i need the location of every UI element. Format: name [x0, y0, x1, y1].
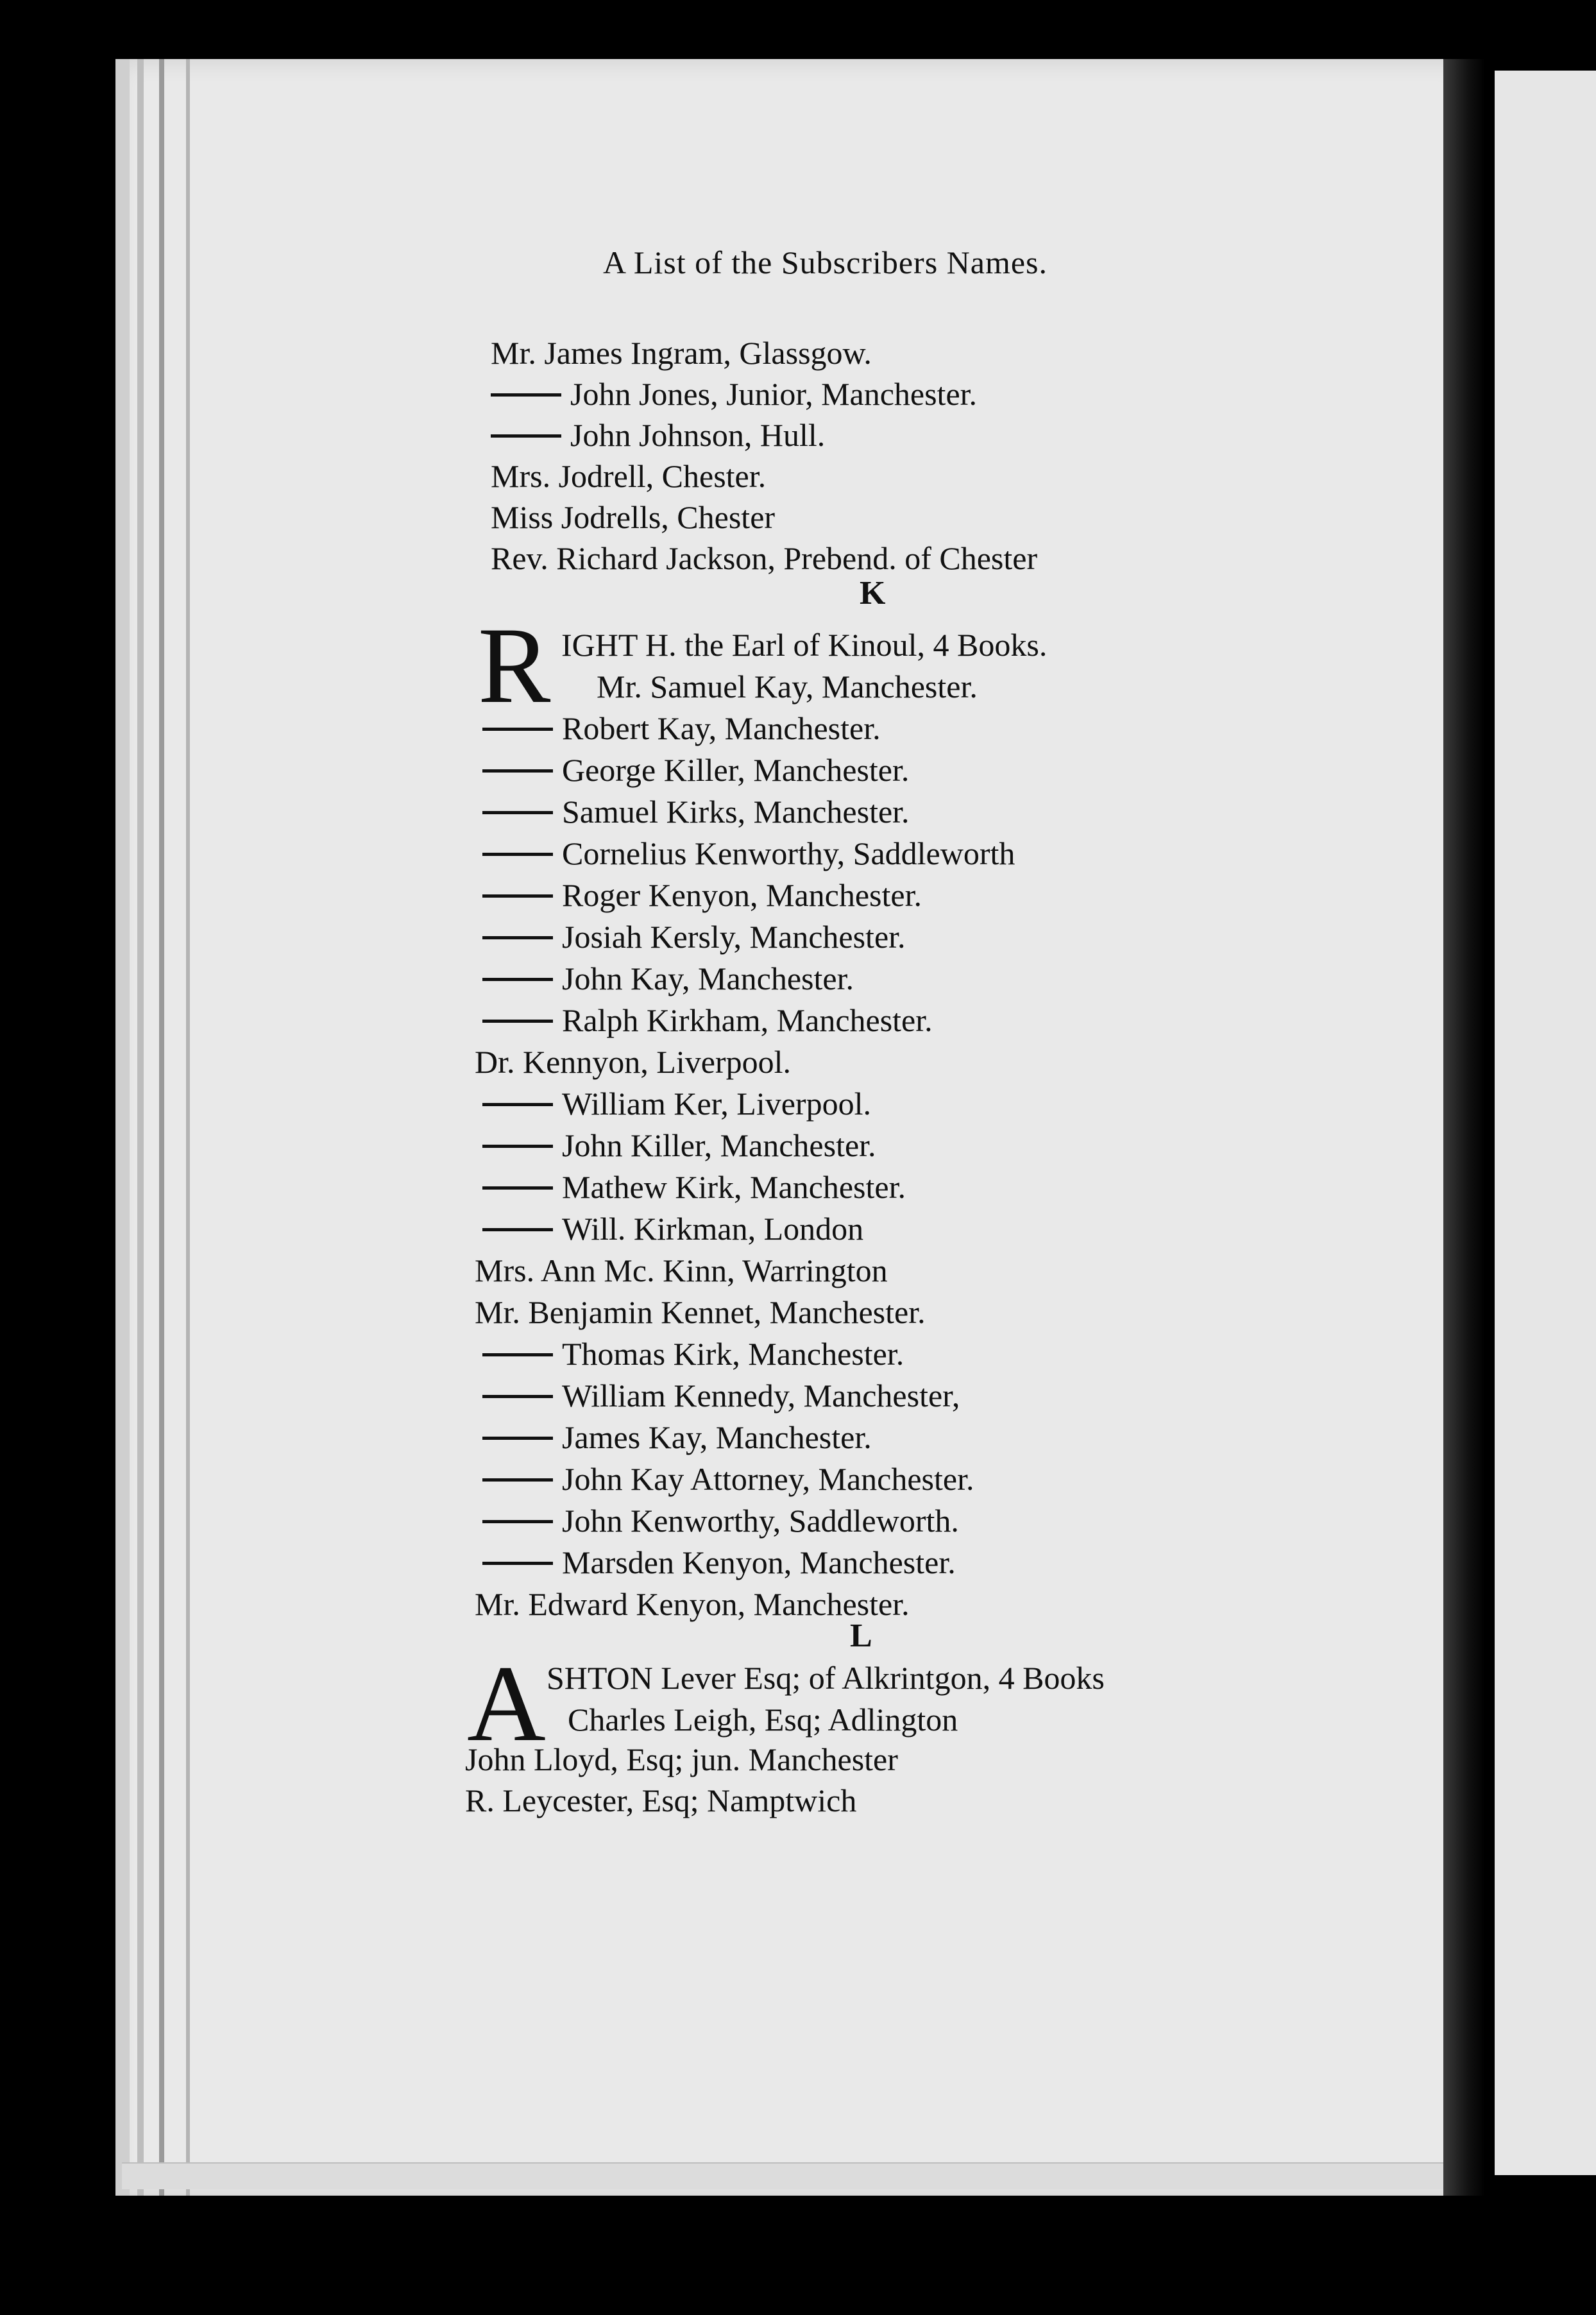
lead-line-k: IGHT H. the Earl of Kinoul, 4 Books.	[561, 627, 1048, 663]
subscriber-name: Samuel Kirks, Manchester.	[562, 794, 910, 830]
subscriber-entry	[475, 1293, 926, 1331]
subscriber-name: Mrs. Jodrell, Chester.	[491, 458, 767, 494]
ditto-dash	[482, 1478, 553, 1482]
drop-cap-a: A	[467, 1643, 546, 1764]
subscriber-entry	[482, 1168, 906, 1206]
subscriber-entry	[482, 1084, 871, 1123]
subscriber-name: Marsden Kenyon, Manchester.	[562, 1544, 956, 1580]
page-edge	[186, 59, 190, 2196]
ditto-dash	[491, 393, 561, 397]
subscriber-name: Roger Kenyon, Manchester.	[562, 877, 922, 913]
subscriber-entry	[465, 1781, 856, 1820]
subscriber-name: Will. Kirkman, London	[562, 1211, 864, 1247]
page-header: A List of the Subscribers Names.	[603, 244, 1048, 280]
ditto-dash	[482, 1520, 553, 1523]
subscriber-entry	[482, 1460, 974, 1498]
subscriber-name: R. Leycester, Esq; Namptwich	[465, 1782, 857, 1818]
ditto-dash	[482, 1562, 553, 1565]
ditto-dash	[482, 1437, 553, 1440]
subscriber-name: Robert Kay, Manchester.	[562, 710, 881, 746]
lead-line-k-2: Mr. Samuel Kay, Manchester.	[597, 669, 978, 705]
subscriber-name: John Johnson, Hull.	[570, 417, 826, 453]
ditto-dash	[482, 1228, 553, 1231]
page-bottom-edge	[122, 2162, 1450, 2189]
subscriber-name: John Jones, Junior, Manchester.	[570, 376, 978, 412]
subscriber-name: Josiah Kersly, Manchester.	[562, 919, 906, 955]
subscriber-name: Mr. James Ingram, Glassgow.	[491, 335, 872, 371]
lead-line-l: SHTON Lever Esq; of Alkrintgon, 4 Books	[547, 1660, 1105, 1696]
subscriber-entry	[482, 1126, 876, 1165]
ditto-dash	[482, 1353, 553, 1356]
subscriber-entry	[482, 918, 906, 956]
subscriber-entry	[482, 1209, 863, 1248]
subscriber-name: George Killer, Manchester.	[562, 752, 910, 788]
subscriber-entry	[482, 1001, 933, 1039]
subscriber-name: Dr. Kennyon, Liverpool.	[475, 1044, 791, 1080]
ditto-dash	[482, 894, 553, 898]
ditto-dash	[482, 811, 553, 814]
subscriber-entry	[482, 834, 1015, 873]
subscriber-name: William Kennedy, Manchester,	[562, 1378, 960, 1414]
book-gutter	[1443, 59, 1485, 2196]
ditto-dash	[482, 1103, 553, 1106]
subscriber-entry	[482, 1543, 956, 1582]
ditto-dash	[482, 769, 553, 773]
subscriber-name: Mrs. Ann Mc. Kinn, Warrington	[475, 1252, 888, 1288]
subscriber-entry	[491, 539, 1037, 577]
ditto-dash	[482, 1145, 553, 1148]
subscriber-name: John Lloyd, Esq; jun. Manchester	[465, 1741, 898, 1777]
facing-page	[1495, 71, 1596, 2175]
subscriber-name: Ralph Kirkham, Manchester.	[562, 1002, 933, 1038]
subscriber-entry	[491, 334, 872, 372]
subscriber-entry	[491, 498, 775, 536]
ditto-dash	[482, 1186, 553, 1190]
subscriber-entry	[491, 416, 825, 454]
page-edge	[137, 59, 144, 2196]
subscriber-entry	[475, 1043, 791, 1081]
subscriber-entry	[482, 876, 922, 914]
drop-cap-r: R	[478, 605, 551, 726]
subscriber-entry	[482, 1335, 904, 1373]
lead-line-l-2: Charles Leigh, Esq; Adlington	[568, 1702, 958, 1738]
subscriber-entry	[482, 1501, 959, 1540]
subscriber-entry	[482, 792, 910, 831]
subscriber-entry	[491, 457, 766, 495]
ditto-dash	[482, 1395, 553, 1398]
subscriber-name: Rev. Richard Jackson, Prebend. of Chester	[491, 540, 1038, 576]
subscriber-entry	[482, 709, 881, 747]
subscriber-name: Thomas Kirk, Manchester.	[562, 1336, 904, 1372]
subscriber-name: James Kay, Manchester.	[562, 1419, 872, 1455]
section-letter-k: K	[860, 575, 886, 611]
ditto-dash	[482, 978, 553, 981]
subscriber-name: John Kay, Manchester.	[562, 961, 854, 996]
page-edge	[159, 59, 164, 2196]
subscriber-entry	[465, 1740, 898, 1779]
subscriber-name: Mr. Edward Kenyon, Manchester.	[475, 1586, 910, 1622]
subscriber-name: John Killer, Manchester.	[562, 1127, 876, 1163]
subscriber-entry	[491, 375, 977, 413]
subscriber-name: William Ker, Liverpool.	[562, 1086, 871, 1122]
ditto-dash	[491, 434, 561, 438]
subscriber-entry	[475, 1585, 910, 1623]
page-edge	[115, 59, 130, 2196]
subscriber-entry	[482, 1418, 872, 1456]
ditto-dash	[482, 853, 553, 856]
subscriber-entry	[482, 959, 854, 998]
ditto-dash	[482, 728, 553, 731]
section-letter-l: L	[850, 1618, 872, 1654]
subscriber-name: Mathew Kirk, Manchester.	[562, 1169, 906, 1205]
ditto-dash	[482, 936, 553, 939]
subscriber-name: Miss Jodrells, Chester	[491, 499, 776, 535]
ditto-dash	[482, 1020, 553, 1023]
subscriber-entry	[482, 751, 909, 789]
subscriber-entry	[482, 1376, 960, 1415]
subscriber-name: John Kay Attorney, Manchester.	[562, 1461, 974, 1497]
subscriber-entry	[475, 1251, 888, 1290]
subscriber-name: Cornelius Kenworthy, Saddleworth	[562, 835, 1015, 871]
subscriber-name: Mr. Benjamin Kennet, Manchester.	[475, 1294, 926, 1330]
subscriber-name: John Kenworthy, Saddleworth.	[562, 1503, 959, 1539]
